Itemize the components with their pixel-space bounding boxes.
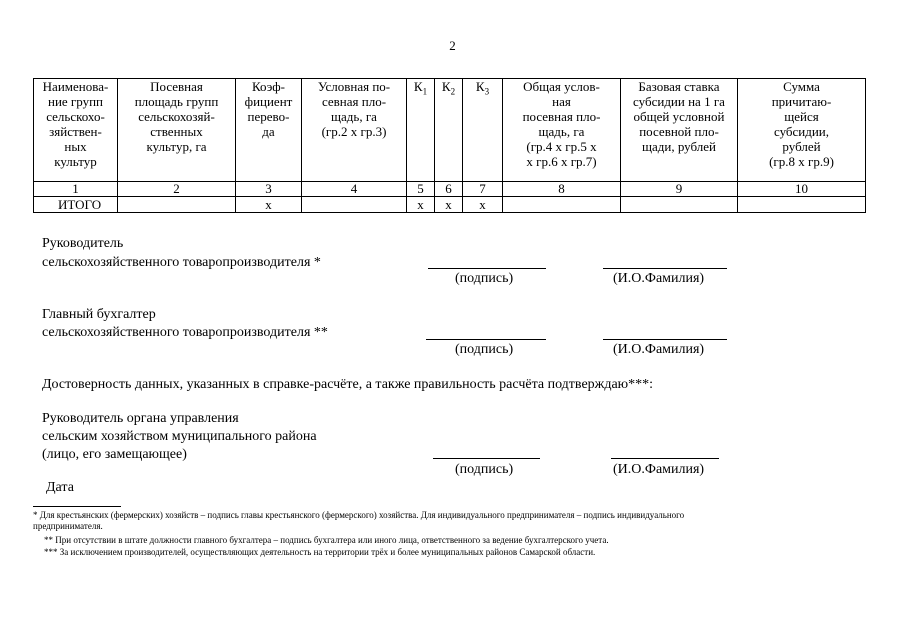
header-cell: Условная по- севная пло- щадь, га (гр.2 х гр.3) [302, 79, 407, 182]
confirmation-text: Достоверность данных, указанных в справке-расчёте, а также правильность расчёта подтверждаю***: [42, 377, 654, 392]
signature-caption: (подпись) [455, 462, 514, 477]
accountant-title: Главный бухгалтер [42, 307, 156, 322]
header-cell: Сумма причитаю- щейся субсидии, рублей (гр.8 х гр.9) [738, 79, 866, 182]
signature-line [428, 268, 546, 269]
footnote-2: ** При отсутствии в штате должности главного бухгалтера – подпись бухгалтера или иного лица, ответственного за ведение бухгалтерского учета. [44, 535, 609, 545]
column-number: 8 [503, 182, 621, 197]
head-title-org: сельскохозяйственного товаропроизводителя * [42, 255, 321, 270]
column-number: 7 [463, 182, 503, 197]
column-number-row [34, 182, 866, 197]
authority-title: Руководитель органа управления [42, 411, 239, 426]
header-cell: Общая услов- ная посевная пло- щадь, га (гр.4 х гр.5 х х гр.6 х гр.7) [503, 79, 621, 182]
header-cell-k2: $К_2$ [435, 79, 463, 182]
authority-title-deputy: (лицо, его замещающее) [42, 447, 187, 462]
total-cell: х [407, 197, 435, 213]
subsidy-table [33, 78, 866, 213]
column-number: 9 [621, 182, 738, 197]
accountant-title-org: сельскохозяйственного товаропроизводителя ** [42, 325, 328, 340]
name-caption: (И.О.Фамилия) [613, 342, 705, 357]
date-label: Дата [46, 480, 74, 495]
column-number: 6 [435, 182, 463, 197]
header-cell: Наименова- ние групп сельскохо- зяйствен- ных культур [34, 79, 118, 182]
footnote-3: *** За исключением производителей, осуществляющих деятельность на территории трёх и более муниципальных районов Самарской области. [44, 547, 596, 557]
authority-title-org: сельским хозяйством муниципального района [42, 429, 317, 444]
column-number: 1 [34, 182, 118, 197]
header-row [34, 79, 866, 182]
total-cell [118, 197, 236, 213]
signature-caption: (подпись) [455, 342, 514, 357]
total-cell [621, 197, 738, 213]
total-cell: х [236, 197, 302, 213]
signature-line [433, 458, 540, 459]
name-line [603, 339, 727, 340]
page-number: 2 [449, 38, 456, 53]
total-label: ИТОГО [34, 197, 118, 213]
total-row [34, 197, 866, 213]
footnote-1 [33, 510, 873, 532]
total-cell: х [435, 197, 463, 213]
name-line [611, 458, 719, 459]
footnote-1-line-2: предпринимателя. [33, 521, 103, 531]
name-line [603, 268, 727, 269]
column-number: 10 [738, 182, 866, 197]
signature-line [426, 339, 546, 340]
total-cell: х [463, 197, 503, 213]
column-number: 2 [118, 182, 236, 197]
total-cell [738, 197, 866, 213]
name-caption: (И.О.Фамилия) [613, 271, 705, 286]
total-cell [503, 197, 621, 213]
signature-caption: (подпись) [455, 271, 514, 286]
header-cell: Коэф- фициент перево- да [236, 79, 302, 182]
header-cell-k1: $К_1$ [407, 79, 435, 182]
column-number: 4 [302, 182, 407, 197]
head-title: Руководитель [42, 236, 124, 251]
column-number: 3 [236, 182, 302, 197]
header-cell-k3: $К_3$ [463, 79, 503, 182]
total-cell [302, 197, 407, 213]
name-caption: (И.О.Фамилия) [613, 462, 705, 477]
footnote-1-line-1: * Для крестьянских (фермерских) хозяйств – подпись главы крестьянского (фермерского) хозяйства. Для индивидуального предпринимателя – подпись индивидуального [33, 510, 685, 520]
column-number: 5 [407, 182, 435, 197]
header-cell: Посевная площадь групп сельскохозяй- ственных культур, га [118, 79, 236, 182]
header-cell: Базовая ставка субсидии на 1 га общей условной посевной пло- щади, рублей [621, 79, 738, 182]
footnote-separator [33, 506, 121, 507]
